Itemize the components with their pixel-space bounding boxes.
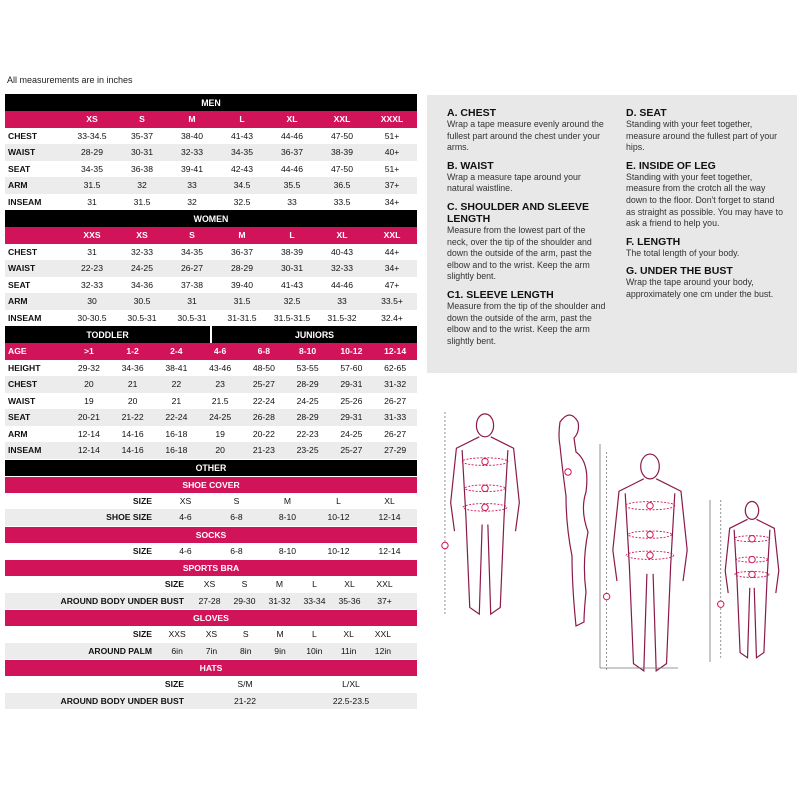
size-label: SIZE — [164, 679, 184, 690]
table-cell: 44-46 — [281, 163, 303, 174]
shoe_cover-measure-row — [5, 509, 417, 526]
table-cell: 21.5 — [211, 395, 229, 406]
table-cell: 57-60 — [340, 362, 363, 373]
guide-left-column — [447, 107, 607, 353]
size-cell: 8-10 — [278, 545, 297, 556]
value-cell: 10in — [306, 645, 323, 656]
male-front-figure-head — [641, 454, 660, 479]
value-cell: 8in — [240, 645, 252, 656]
table-cell: 31 — [87, 246, 97, 257]
value-cell: 12in — [374, 645, 392, 656]
table-cell: 24-25 — [340, 428, 363, 439]
guide-title: D. SEAT — [626, 107, 667, 119]
size-cell: L — [311, 629, 317, 640]
table-cell: 32-33 — [81, 279, 103, 290]
row-label: WAIST — [8, 395, 36, 406]
table-cell: 34-35 — [181, 246, 203, 257]
value-cell: 8-10 — [278, 512, 297, 523]
table-cell: 42-43 — [231, 163, 253, 174]
table-cell: 32-33 — [181, 147, 203, 158]
size-label: M — [238, 230, 246, 241]
men-header: MEN — [5, 94, 417, 111]
table-cell: 62-65 — [384, 362, 407, 373]
table-cell: 24-25 — [209, 412, 232, 423]
table-cell: 34-36 — [131, 279, 153, 290]
female-front-figure-marker-dot — [482, 485, 488, 491]
guide-text: Wrap the tape around your body, approximately one cm under the bust. — [626, 277, 774, 299]
table-cell: 38-40 — [181, 130, 203, 141]
guide-text: Wrap a tape measure evenly around the fullest part around the chest under your arms. — [447, 119, 604, 153]
table-cell: 30.5 — [133, 296, 151, 307]
size-label: M — [188, 114, 196, 125]
table-cell: 25-27 — [340, 445, 363, 456]
size-cell: XL — [343, 629, 354, 640]
value-cell: 31-32 — [268, 595, 291, 606]
table-cell: 31-32 — [384, 379, 407, 390]
hats-header: HATS — [5, 659, 417, 676]
male-front-figure-length-marker — [603, 593, 609, 599]
women-size-row — [5, 227, 417, 244]
table-cell: 20 — [84, 379, 94, 390]
size-label: SIZE — [132, 629, 152, 640]
table-cell: 33.5 — [333, 196, 351, 207]
table-cell: 34+ — [384, 196, 400, 207]
other-header: OTHER — [5, 459, 417, 476]
table-cell: 28-29 — [81, 147, 103, 158]
table-cell: 35.5 — [283, 180, 301, 191]
table-row — [5, 244, 417, 261]
table-cell: 44+ — [384, 246, 400, 257]
table-cell: 48-50 — [252, 362, 275, 373]
table-cell: 30.5-31 — [177, 312, 207, 323]
table-cell: 16-18 — [165, 428, 188, 439]
table-row — [5, 293, 417, 310]
row-label: HEIGHT — [8, 362, 41, 373]
table-cell: 33.5+ — [381, 296, 403, 307]
guide-text: Wrap a measure tape around your natural waistline. — [447, 171, 581, 194]
size-cell: M — [283, 495, 292, 506]
value-cell: 27-28 — [198, 595, 221, 606]
table-cell: 20 — [215, 445, 225, 456]
table-cell: 36-37 — [281, 147, 303, 158]
row-label: INSEAM — [8, 312, 42, 323]
table-cell: 36-37 — [231, 246, 253, 257]
table-cell: 33 — [187, 180, 197, 191]
table-cell: 32.5 — [283, 296, 301, 307]
size-label: XXL — [383, 230, 401, 241]
table-row — [5, 277, 417, 294]
table-cell: 12-14 — [77, 428, 100, 439]
row-label: CHEST — [8, 379, 38, 390]
table-cell: 26-27 — [181, 263, 203, 274]
table-cell: 38-39 — [281, 246, 303, 257]
size-cell: 12-14 — [378, 545, 401, 556]
size-cell: S — [241, 579, 248, 590]
table-cell: 24-25 — [131, 263, 153, 274]
table-cell: 33 — [337, 296, 347, 307]
size-label: XS — [86, 114, 98, 125]
female-front-figure-head — [476, 414, 493, 437]
size-cell: S — [233, 495, 240, 506]
table-cell: 34-35 — [81, 163, 103, 174]
size-label: S — [139, 114, 145, 125]
table-row — [5, 128, 417, 145]
size-cell: 6-8 — [230, 545, 243, 556]
value-cell: 6-8 — [230, 512, 243, 523]
table-cell: 32 — [187, 196, 197, 207]
table-cell: 21-23 — [252, 445, 275, 456]
row-label: ARM — [8, 180, 28, 191]
age-cell: 8-10 — [299, 346, 317, 357]
table-cell: 29-32 — [77, 362, 100, 373]
table-cell: 22-23 — [81, 263, 103, 274]
toddler-header: TODDLER — [86, 329, 129, 340]
table-cell: 31.5 — [83, 180, 101, 191]
table-cell: 40+ — [384, 147, 400, 158]
table-cell: 21-22 — [121, 412, 144, 423]
table-row — [5, 442, 417, 459]
table-cell: 41-43 — [281, 279, 303, 290]
table-cell: 43-46 — [209, 362, 232, 373]
guide-title: C1. SLEEVE LENGTH — [447, 288, 554, 301]
table-cell: 20-22 — [252, 428, 275, 439]
sports_bra-measure-row — [5, 593, 417, 610]
table-cell: 21 — [127, 379, 138, 390]
age-cell: 2-4 — [170, 346, 183, 357]
table-cell: 24-25 — [296, 395, 319, 406]
row-label: SEAT — [8, 163, 31, 174]
female-front-figure-marker-dot — [482, 458, 488, 464]
table-row — [5, 194, 417, 211]
value-cell: 35-36 — [338, 595, 361, 606]
row-label: ARM — [8, 428, 28, 439]
value-cell: 22.5-23.5 — [332, 695, 370, 706]
sports_bra-header: SPORTS BRA — [5, 559, 417, 576]
size-cell: M — [275, 579, 284, 590]
table-cell: 19 — [84, 395, 94, 406]
guide-title: E. INSIDE OF LEG — [626, 159, 716, 172]
value-cell: 10-12 — [327, 512, 350, 523]
value-cell: 4-6 — [179, 512, 192, 523]
gloves-measure-row — [5, 643, 417, 660]
male-front-figure-marker-dot — [647, 552, 653, 558]
size-label: SIZE — [164, 579, 184, 590]
table-cell: 22-24 — [165, 412, 188, 423]
table-cell: 22-23 — [296, 428, 319, 439]
table-cell: 31.5-31.5 — [273, 312, 311, 323]
value-cell: 21-22 — [234, 695, 256, 706]
measure-label: SHOE SIZE — [106, 512, 152, 523]
size-cell: XXL — [376, 579, 393, 590]
table-cell: 34+ — [384, 263, 400, 274]
size-cell: XS — [203, 579, 216, 590]
kids-header — [5, 326, 417, 343]
size-cell: L — [336, 495, 341, 506]
row-label: SEAT — [8, 279, 31, 290]
table-cell: 31 — [87, 196, 97, 207]
value-cell: 9in — [274, 645, 286, 656]
table-row — [5, 376, 417, 393]
table-cell: 31.5-32 — [327, 312, 357, 323]
female-side-figure — [559, 415, 588, 626]
male-front-figure-marker-dot — [647, 502, 653, 508]
table-cell: 28-29 — [231, 263, 253, 274]
size-cell: M — [276, 629, 284, 640]
age-cell: 10-12 — [340, 346, 363, 357]
size-cell: XL — [344, 579, 355, 590]
juniors-header: JUNIORS — [210, 326, 417, 343]
table-row — [5, 177, 417, 194]
table-cell: 37-38 — [181, 279, 203, 290]
size-label: XS — [136, 230, 148, 241]
shoe_cover-size-row — [5, 493, 417, 510]
hats-size-row — [5, 676, 417, 693]
table-cell: 44-46 — [281, 130, 303, 141]
table-cell: 28-29 — [296, 412, 319, 423]
table-cell: 31-31.5 — [227, 312, 257, 323]
table-row — [5, 360, 417, 377]
table-cell: 37+ — [384, 180, 400, 191]
value-cell: 29-30 — [233, 595, 256, 606]
table-cell: 41-43 — [231, 130, 253, 141]
table-cell: 12-14 — [77, 445, 100, 456]
size-label: SIZE — [132, 545, 152, 556]
row-label: WAIST — [8, 263, 36, 274]
table-cell: 35-37 — [131, 130, 153, 141]
size-cell: XXS — [168, 629, 186, 640]
table-cell: 32-33 — [331, 263, 353, 274]
socks-size-row — [5, 543, 417, 560]
size-cell: S — [242, 629, 249, 640]
size-label: XL — [336, 230, 348, 241]
table-cell: 29-31 — [340, 379, 363, 390]
table-cell: 20 — [127, 395, 138, 406]
gloves-size-row — [5, 626, 417, 643]
measure-label: AROUND BODY UNDER BUST — [60, 695, 184, 706]
table-cell: 47-50 — [331, 163, 353, 174]
size-cell: S/M — [237, 679, 253, 690]
women-header: WOMEN — [5, 210, 417, 227]
table-cell: 51+ — [384, 163, 400, 174]
table-cell: 44-46 — [331, 279, 353, 290]
value-cell: 37+ — [377, 595, 392, 606]
table-cell: 19 — [215, 428, 225, 439]
size-label: XXXL — [380, 114, 404, 125]
guide-title: G. UNDER THE BUST — [626, 265, 733, 278]
child-front-figure-marker-dot — [749, 535, 755, 541]
size-label: L — [289, 230, 295, 241]
table-cell: 31.5 — [133, 196, 151, 207]
socks-header: SOCKS — [5, 526, 417, 543]
size-label: XL — [286, 114, 298, 125]
row-label: INSEAM — [8, 445, 42, 456]
measurement-guide — [427, 95, 797, 373]
guide-title: F. LENGTH — [626, 235, 681, 248]
size-label: XXS — [83, 230, 101, 241]
size-cell: L/XL — [342, 679, 360, 690]
table-cell: 31 — [187, 296, 197, 307]
table-cell: 30-31 — [131, 147, 153, 158]
table-cell: 53-55 — [296, 362, 319, 373]
table-cell: 38-39 — [331, 147, 353, 158]
row-label: CHEST — [8, 246, 38, 257]
hats-measure-row — [5, 693, 417, 710]
age-cell: 1-2 — [126, 346, 139, 357]
guide-right-column — [626, 107, 784, 307]
measure-label: AROUND PALM — [88, 645, 152, 656]
age-row — [5, 343, 417, 360]
row-label: CHEST — [8, 130, 38, 141]
table-cell: 36.5 — [333, 180, 351, 191]
table-cell: 32-33 — [131, 246, 153, 257]
table-cell: 23 — [215, 379, 225, 390]
age-cell: >1 — [83, 346, 94, 357]
age-cell: 12-14 — [384, 346, 407, 357]
table-cell: 25-26 — [340, 395, 363, 406]
female-side-marker — [565, 469, 571, 475]
size-cell: XS — [179, 495, 192, 506]
table-cell: 16-18 — [165, 445, 188, 456]
guide-title: B. WAIST — [447, 159, 494, 172]
table-cell: 22-24 — [252, 395, 275, 406]
size-label: S — [189, 230, 195, 241]
guide-title: A. CHEST — [447, 107, 497, 119]
size-cell: 4-6 — [179, 545, 192, 556]
guide-text: The total length of your body. — [626, 247, 740, 258]
age-cell: 4-6 — [213, 346, 227, 357]
value-cell: 33-34 — [303, 595, 326, 606]
table-cell: 40-43 — [331, 246, 353, 257]
size-cell: XXL — [374, 629, 392, 640]
table-cell: 25-27 — [252, 379, 275, 390]
shoe_cover-header: SHOE COVER — [5, 476, 417, 493]
table-cell: 33 — [287, 196, 297, 207]
table-cell: 30-31 — [281, 263, 303, 274]
table-cell: 20-21 — [77, 412, 100, 423]
table-cell: 32.4+ — [381, 312, 403, 323]
body-figures-illustration — [440, 400, 790, 675]
table-row — [5, 393, 417, 410]
table-cell: 23-25 — [296, 445, 319, 456]
guide-text: Standing with your feet together, measure from the crotch all the way down to the floor. Don't forget to stand as straight as possible. You may have to ask a friend to help you. — [626, 171, 783, 229]
table-cell: 22 — [171, 379, 182, 390]
table-cell: 14-16 — [121, 445, 144, 456]
table-cell: 27-29 — [384, 445, 407, 456]
table-cell: 26-28 — [252, 412, 275, 423]
table-row — [5, 426, 417, 443]
age-label: AGE — [8, 346, 27, 357]
female-front-figure-length-marker — [442, 542, 448, 548]
row-label: INSEAM — [8, 196, 42, 207]
value-cell: 11in — [340, 645, 357, 656]
table-cell: 29-31 — [340, 412, 363, 423]
table-cell: 31-33 — [384, 412, 407, 423]
sports_bra-size-row — [5, 576, 417, 593]
table-cell: 33-34.5 — [77, 130, 107, 141]
gloves-header: GLOVES — [5, 609, 417, 626]
men-size-row — [5, 111, 417, 128]
table-cell: 36-38 — [131, 163, 153, 174]
guide-text: Standing with your feet together, measure around the fullest part of your hips. — [626, 119, 778, 153]
table-row — [5, 409, 417, 426]
table-cell: 30 — [87, 296, 97, 307]
table-cell: 32 — [137, 180, 147, 191]
table-cell: 47-50 — [331, 130, 353, 141]
child-front-figure-marker-dot — [749, 571, 755, 577]
child-front-figure-head — [745, 501, 758, 519]
table-cell: 39-40 — [231, 279, 253, 290]
table-row — [5, 144, 417, 161]
size-chart — [5, 94, 417, 709]
table-cell: 26-27 — [384, 428, 407, 439]
value-cell: 12-14 — [378, 512, 401, 523]
size-cell: 10-12 — [327, 545, 350, 556]
size-cell: XL — [384, 495, 395, 506]
size-cell: L — [312, 579, 317, 590]
table-cell: 51+ — [384, 130, 400, 141]
guide-title: C. SHOULDER AND SLEEVE LENGTH — [447, 200, 589, 225]
row-label: WAIST — [8, 147, 36, 158]
size-label: SIZE — [132, 495, 152, 506]
size-cell: XS — [205, 629, 218, 640]
row-label: SEAT — [8, 412, 31, 423]
table-cell: 26-27 — [384, 395, 407, 406]
table-row — [5, 161, 417, 178]
table-cell: 28-29 — [296, 379, 319, 390]
table-row — [5, 260, 417, 277]
table-cell: 30-30.5 — [77, 312, 107, 323]
table-row — [5, 310, 417, 327]
table-cell: 47+ — [384, 279, 400, 290]
measure-label: AROUND BODY UNDER BUST — [60, 595, 184, 606]
male-front-figure-marker-dot — [647, 531, 653, 537]
child-front-figure-marker-dot — [749, 556, 755, 562]
age-cell: 6-8 — [257, 346, 271, 357]
table-cell: 38-41 — [165, 362, 188, 373]
table-cell: 34-35 — [231, 147, 253, 158]
value-cell: 6in — [171, 645, 183, 656]
child-front-figure-length-marker — [718, 601, 724, 607]
table-cell: 30.5-31 — [127, 312, 157, 323]
guide-text: Measure from the tip of the shoulder and down the outside of the arm, past the elbow and to the wrist. Keep the arm slightly bent. — [447, 300, 606, 346]
size-label: XXL — [333, 114, 351, 125]
table-cell: 14-16 — [121, 428, 144, 439]
table-cell: 39-41 — [181, 163, 203, 174]
table-cell: 31.5 — [233, 296, 251, 307]
female-front-figure-marker-dot — [482, 504, 488, 510]
units-note: All measurements are in inches — [7, 75, 133, 85]
table-cell: 32.5 — [233, 196, 251, 207]
table-cell: 21 — [171, 395, 182, 406]
table-cell: 34-36 — [121, 362, 144, 373]
table-cell: 34.5 — [233, 180, 251, 191]
guide-text: Measure from the lowest part of the neck, over the tip of the shoulder and down the outside of the arm, past the elbow and to the wrist. Keep the arm slightly bent. — [447, 224, 592, 282]
row-label: ARM — [8, 296, 28, 307]
size-label: L — [239, 114, 245, 125]
value-cell: 7in — [205, 645, 218, 656]
